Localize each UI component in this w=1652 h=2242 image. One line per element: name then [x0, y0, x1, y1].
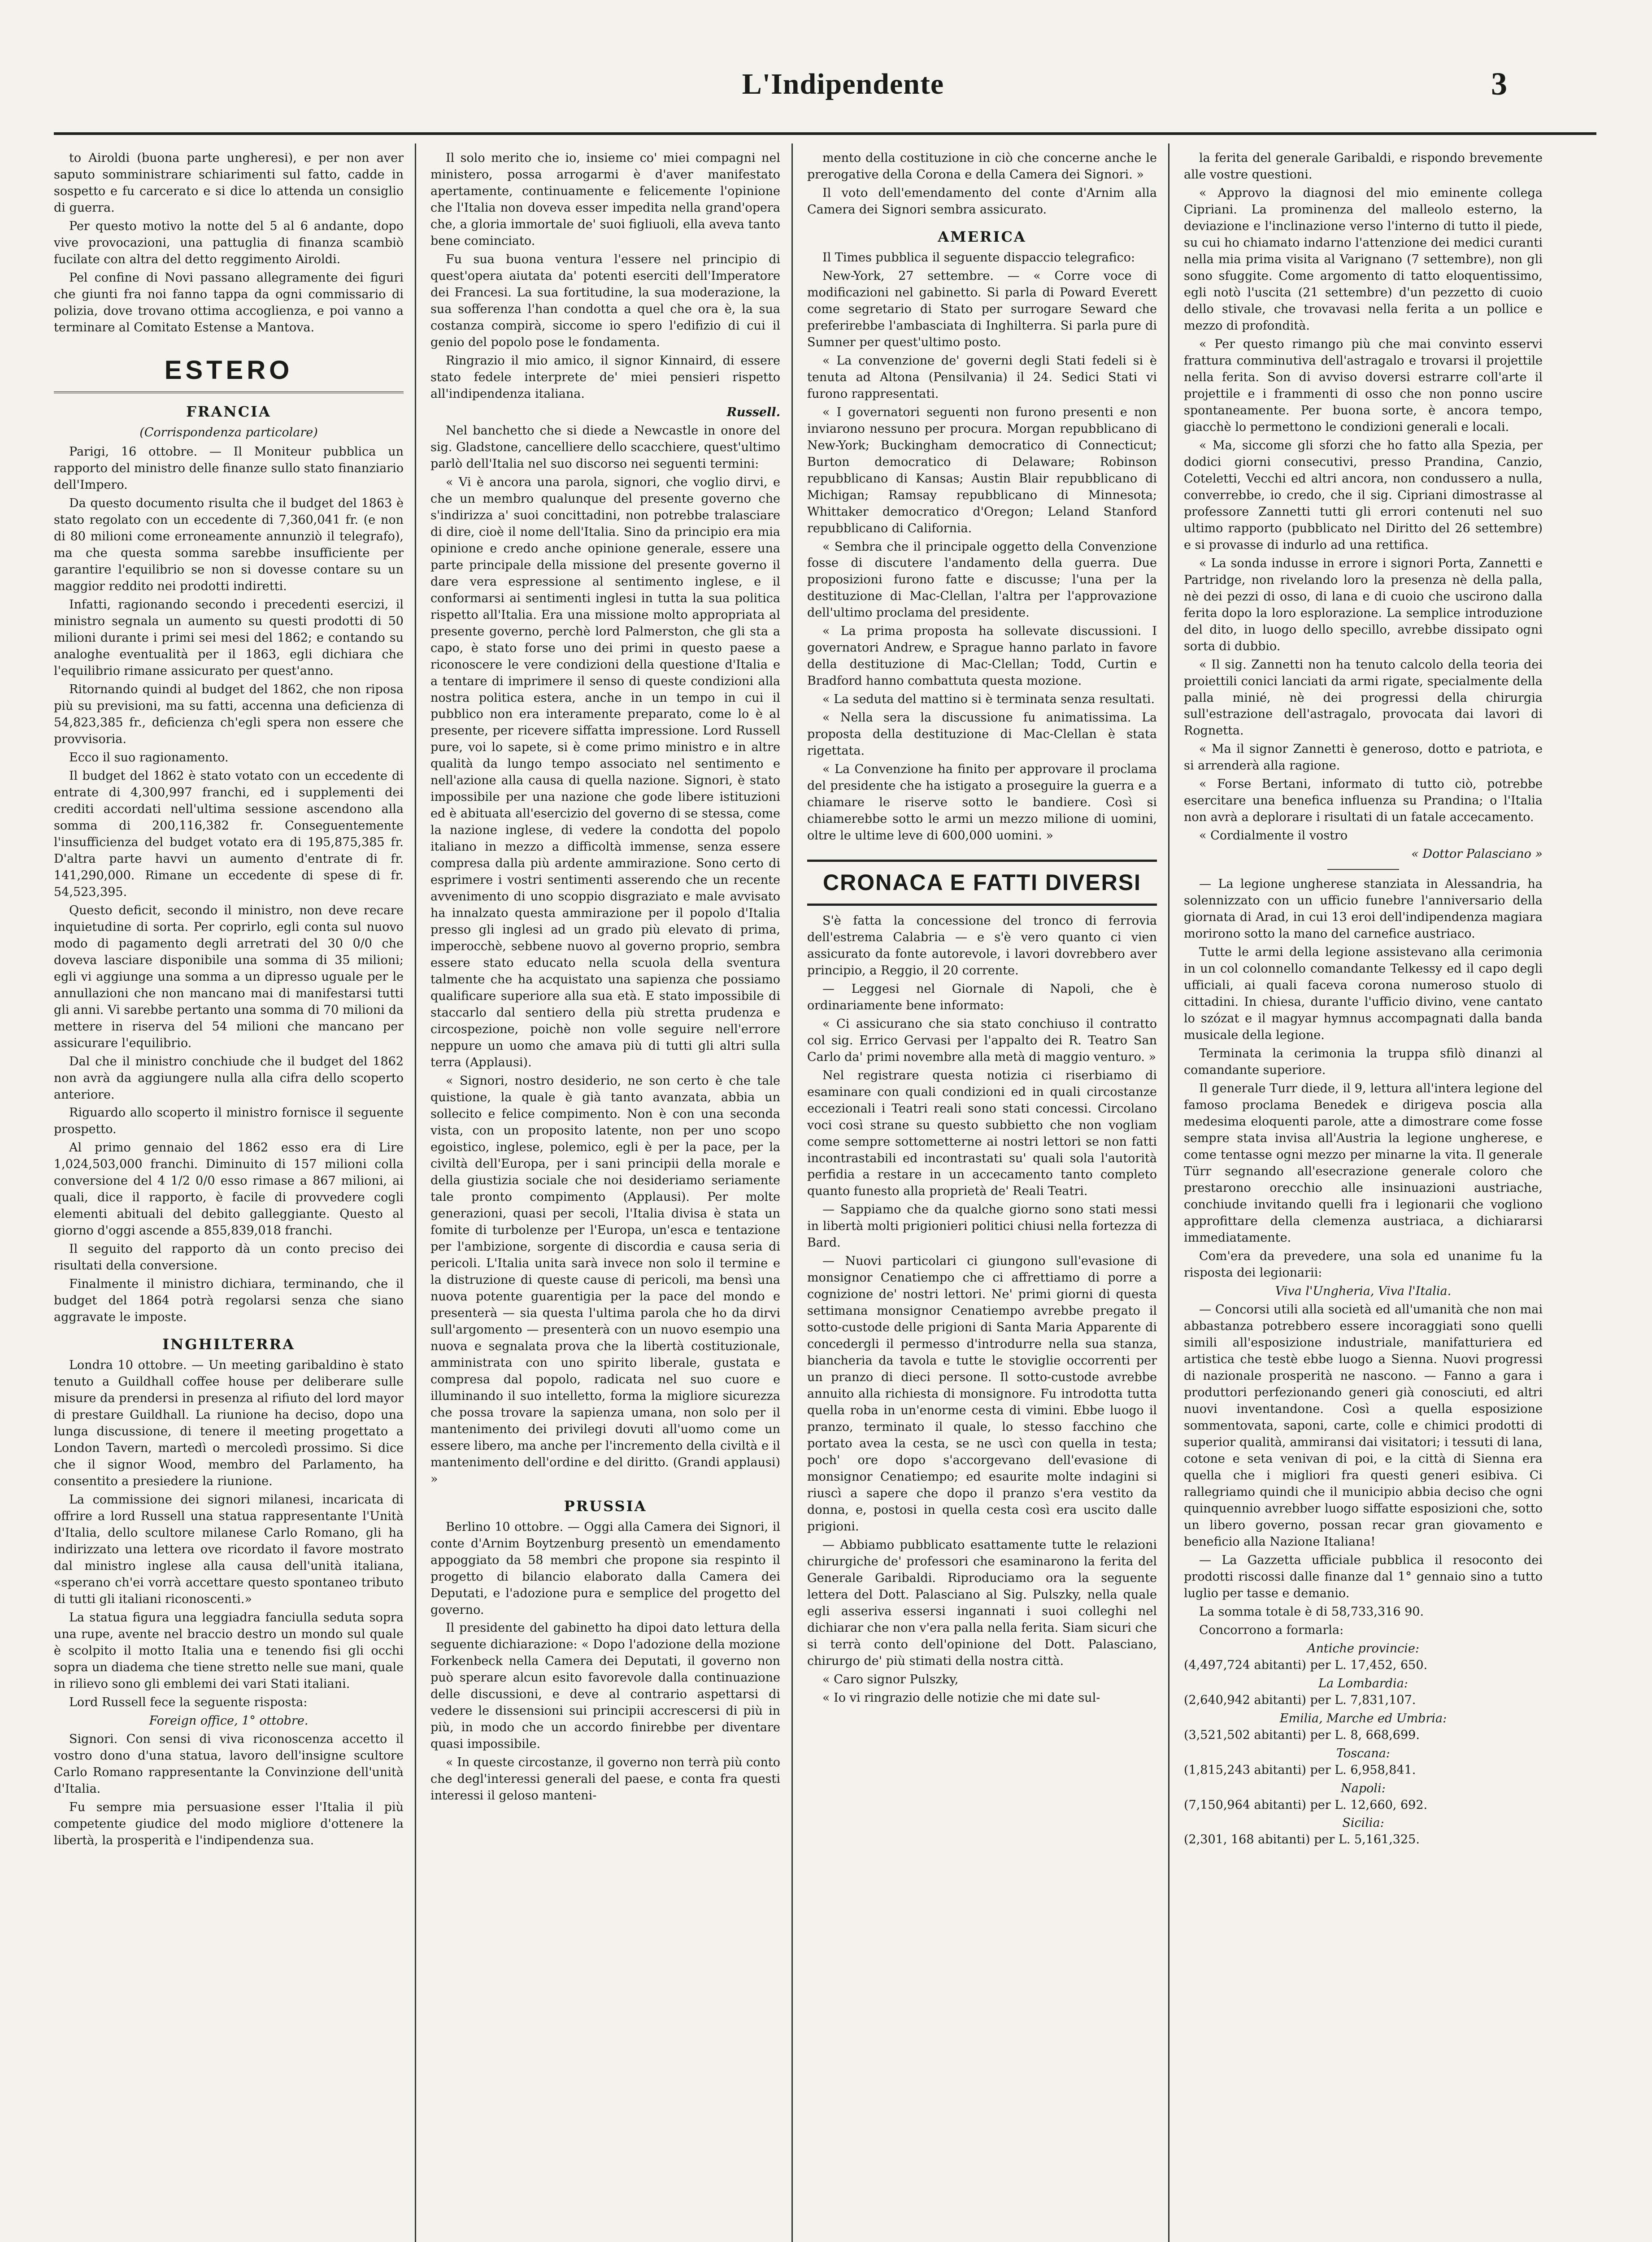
paragraph: Al primo gennaio del 1862 esso era di Lire 1,024,503,000 franchi. Diminuito di 157 milioni colla conversione del 4 1/2 0/0 esso rimase a 867 milioni, ai quali, dice il rapporto, è facile di provvedere cogli elementi abituali del debito galleggiante. Questo al giorno d'oggi ascende a 855,839,018 franchi. [54, 1141, 404, 1238]
motto-line: Viva l'Ungheria, Viva l'Italia. [1275, 1284, 1452, 1298]
column-rule [791, 143, 793, 2242]
paragraph: S'è fatta la concessione del tronco di ferrovia dell'estrema Calabria — e s'è vero quanto ci vien assicurato da fonte autorevole, i lavori dovrebbero aver principio, a Reggio, il 20 corrente. [807, 913, 1157, 978]
paragraph: Nel banchetto che si diede a Newcastle in onore del sig. Gladstone, cancelliere dello scacchiere, quest'ultimo parlò dell'Italia nel suo discorso nei seguenti termini: [430, 423, 780, 471]
paragraph: Riguardo allo scoperto il ministro fornisce il seguente prospetto. [54, 1106, 404, 1137]
column-2 [430, 150, 780, 2242]
page-number: 3 [1491, 66, 1507, 102]
paragraph: Berlino 10 ottobre. — Oggi alla Camera dei Signori, il conte d'Arnim Boytzenburg presentò un emendamento appoggiato da 58 membri che propone sia respinto il progetto di bilancio elaborato dalla Camera dei Deputati, e l'adozione pura e semplice del progetto del governo. [430, 1520, 780, 1617]
paragraph: « La sonda indusse in errore i signori Porta, Zannetti e Partridge, non rivelando loro la presenza nè della palla, nè dei pezzi di osso, di lana e di cuoio che uscirono dalla ferita dopo la loro esplorazione. La semplice introduzione del dito, in luogo dello specillo, avrebbe dissipato ogni sorta di dubbio. [1184, 556, 1543, 653]
revenue-stats [1184, 1641, 1543, 1849]
paragraph: Questo deficit, secondo il ministro, non deve recare inquietudine di sorta. Per coprirlo, egli conta sul nuovo modo di pagamento degli arretrati del 30 0/0 che doveva lasciare disponibile una somma di 35 milioni; egli vi aggiunge una somma a un dipresso uguale per le annullazioni che non mancano mai di manifestarsi tutti gli anni. Vi sarebbe pertanto una somma di 70 milioni da mettere in riserva del 54 milioni che mancano per assicurare l'equilibrio. [54, 903, 404, 1050]
paragraph: « La convenzione de' governi degli Stati fedeli si è tenuta ad Altona (Pensilvania) il 24. Sedici Stati vi furono rappresentati. [807, 353, 1157, 401]
paragraph: « I governatori seguenti non furono presenti e non inviarono nessuno per procura. Morgan repubblicano di New-York; Buckingham democratico di Connecticut; Burton democratico di Delaware; Robinson repubblicano di Kansas; Austin Blair repubblicano di Michigan; Ramsay repubblicano di Minnesota; Whittaker democratico d'Oregon; Leland Stanford repubblicano di California. [807, 405, 1157, 535]
paragraph: Nel registrare questa notizia ci riserbiamo di esaminare con quali condizioni ed in quali circostanze eccezionali i Teatri reali sono stati concessi. Circolano voci così strane su questo subbietto che non vogliam come sempre sottometterne ai nostri lettori se non fatti incontrastabili ed incontrastati su' quali sola l'autorità perfidia a restare in un accecamento tanto completo quanto funesto alla proprietà de' Reali Teatri. [807, 1068, 1157, 1199]
paragraph: Il voto dell'emendamento del conte d'Arnim alla Camera dei Signori sembra assicurato. [807, 186, 1157, 217]
paragraph: mento della costituzione in ciò che concerne anche le prerogative della Corona e della Camera dei Signori. » [807, 151, 1157, 182]
paragraph: Ecco il suo ragionamento. [69, 750, 229, 765]
subheading-prussia: PRUSSIA [564, 1497, 647, 1515]
paragraph: — Sappiamo che da qualche giorno sono stati messi in libertà molti prigionieri politici chiusi nella fortezza di Bard. [807, 1203, 1157, 1250]
paragraph: « In queste circostanze, il governo non terrà più conto che degl'interessi generali del paese, e conta fra questi interessi il geloso manteni- [430, 1755, 780, 1803]
paragraph: Infatti, ragionando secondo i precedenti esercizi, il ministro segnala un aumento su questi prodotti di 50 milioni durante i primi sei mesi del 1862; e contando su analoghe eventualità per il 1863, egli dichiara che l'equilibrio rimane assicurato per quest'anno. [54, 597, 404, 678]
paragraph: Parigi, 16 ottobre. — Il Moniteur pubblica un rapporto del ministro delle finanze sullo stato finanziario dell'Impero. [54, 445, 404, 492]
stat-region: Sicilia: [1342, 1816, 1384, 1830]
paragraph: Ringrazio il mio amico, il signor Kinnaird, di essere stato fedele interprete de' miei pensieri rispetto all'indipendenza italiana. [430, 353, 780, 401]
paragraph: « Nella sera la discussione fu animatissima. La proposta della destituzione di Mac-Clellan è stata rigettata. [807, 711, 1157, 758]
paragraph: Il seguito del rapporto dà un conto preciso dei risultati della conversione. [54, 1242, 404, 1273]
paragraph: « Ci assicurano che sia stato conchiuso il contratto col sig. Errico Gervasi per l'appalto dei R. Teatro San Carlo da' primi novembre alla metà di maggio venturo. » [807, 1017, 1157, 1064]
paragraph: Ritornando quindi al budget del 1862, che non riposa più su previsioni, ma su fatti, accenna una deficienza di 54,823,385 fr., deficienza ch'egli spera non essere che provvisoria. [54, 682, 404, 746]
paragraph: « Ma, siccome gli sforzi che ho fatto alla Spezia, per dodici giorni consecutivi, presso Prandina, Canzio, Coteletti, Vecchi ed altri ancora, non condussero a nulla, converrebbe, io credo, che il sig. Cipriani dimostrasse al professore Zannetti tutti gli errori contenuti nel suo ultimo rapporto (pubblicato nel Diritto del 26 settembre) e si provasse di indurlo ad una rettifica. [1184, 438, 1543, 552]
column-3 [807, 150, 1157, 2242]
signature: Russell. [726, 405, 780, 419]
paragraph: « Vi è ancora una parola, signori, che voglio dirvi, e che un membro qualunque del presente governo che s'indirizza a' suoi concittadini, non potrebbe tralasciare di dire, cioè il nome dell'Italia. Sino da principio era mia opinione e credo anche opinione generale, essere una parte principale della missione del presente governo il dare vera espressione al sentimento inglese, e il conformarsi ai sentimenti inglesi in tutta la sua politica rispetto all'Italia. Era una missione molto appropriata al presente governo, perchè lord Palmerston, che gli sta a capo, è stato forse uno dei primi in questo paese a riconoscere le vere condizioni della questione d'Italia e a tentare di imprimere il senso di queste condizioni alla nostra politica estera, anche in un tempo in cui il pubblico non era interamente preparato, come lo è al presente, per ricevere siffatta impressione. Lord Russell pure, voi lo sapete, si è come primo ministro e in altre qualità da lungo tempo associato nel sentimento e nell'azione alla causa di quella nazione. Signori, è stato impossibile per una nazione che gode libere istituzioni ed è abituata all'esercizio del governo di se stessa, come la nazione inglese, di vedere la condotta del popolo italiano in mezzo a difficoltà immense, senza essere compresa dalla più ardente ammirazione. Sono certo di esprimere i vostri sentimenti asserendo che un recente avvenimento di uno scoppio disgraziato e male avvisato ha innalzato questa ammirazione per il popolo d'Italia presso gli inglesi ad un grado più elevato di prima, imperocchè, sebbene nuovo al governo proprio, sembra essere stato educato nella scuola della sventura talmente che ha acquistato una sapienza che possiamo qualificare superiore alla sua età. E stato impossibile di staccarlo dal sentiero della più stretta prudenza e circospezione, poichè non volle seguire nell'errore neppure un uomo che amava più di tutti gli altri sulla terra (Applausi). [430, 475, 780, 1070]
paragraph: « Approvo la diagnosi del mio eminente collega Cipriani. La prominenza del malleolo esterno, la deviazione e l'inclinazione verso l'interno di tutto il piede, su cui ho chiamato indarno l'attenzione dei medici curanti nella mia prima visita al Varignano (7 settembre), non gli sono sfuggite. Come argomento di tatto eloquentissimo, egli notò l'uscita (21 settembre) d'un pezzetto di cuoio dello stivale, che trovavasi nella ferita a un pollice e mezzo di profondità. [1184, 186, 1543, 333]
subheading-america: AMERICA [938, 228, 1026, 245]
paragraph: « La seduta del mattino si è terminata senza resultati. [822, 692, 1155, 707]
paragraph: Da questo documento risulta che il budget del 1863 è stato regolato con un eccedente di 7,360,041 fr. (e non di 80 milioni come erroneamente annunziò il telegrafo), ma che questa somma sarebbe insufficiente per garantire l'equilibrio se non si dovesse contare su un maggior reddito nei prodotti indiretti. [54, 496, 404, 593]
section-heading-estero: ESTERO [54, 352, 404, 393]
paragraph: — La Gazzetta ufficiale pubblica il resoconto dei prodotti riscossi dalle finanze dal 1° gennaio sino a tutto luglio per tasse e demanio. [1184, 1553, 1543, 1600]
stat-value: (2,301, 168 abitanti) per L. 5,161,325. [1184, 1833, 1420, 1847]
paragraph: Il budget del 1862 è stato votato con un eccedente di entrate di 4,300,997 franchi, ed i supplementi dei crediti accordati nell'ultima sessione ascendono alla somma di 200,116,382 fr. Conseguentemente l'insufficienza del budget votato era di 195,875,385 fr. D'altra parte havvi un aumento d'entrate di fr. 141,290,000. Rimane un eccedente di spese di fr. 54,523,395. [54, 769, 404, 899]
paragraph: — Concorsi utili alla società ed all'umanità che non mai abbastanza potrebbero essere incoraggiati sono quelli simili all'esposizione industriale, manifatturiera ed artistica che testè ebbe luogo a Sienna. Nuovi progressi di nazionale prosperità ne nascono. — Fanno a gara i produttori perfezionando generi già conosciuti, ed altri nuovi inventandone. Così a quella esposizione sommentovata, saponi, carte, colle e chimici prodotti di superior qualità, ammiransi dai visitatori; i tessuti di lana, cotone e seta venivan di poi, e la città di Sienna era quella che i migliori fra questi generi esibiva. Ci rallegriamo quindi che il municipio abbia deciso che ogni quinquennio avrebber luogo siffatte esposizioni che, sotto un libero governo, possan recar gran giovamento e beneficio alla Nazione Italiana! [1184, 1302, 1543, 1549]
paragraph: « Cordialmente il vostro [1199, 829, 1348, 843]
paragraph: « La prima proposta ha sollevate discussioni. I governatori Andrew, e Sprague hanno parlato in favore della destituzione di Mac-Clellan; Todd, Curtin e Bradford hanno combattuta questa mozione. [807, 624, 1157, 688]
masthead-title: L'Indipendente [742, 68, 944, 100]
paragraph: Il presidente del gabinetto ha dipoi dato lettura della seguente dichiarazione: « Dopo l'adozione della mozione Forkenbeck nella Camera dei Deputati, il governo non può sperare alcun esito favorevole dalla continuazione delle discussioni, e deve al contrario aspettarsi di vedere le dissensioni sui principii accrescersi di più in più, in modo che un accordo finirebbe per diventare quasi impossibile. [430, 1621, 780, 1751]
paragraph: « Sembra che il principale oggetto della Convenzione fosse di discutere l'andamento della guerra. Due proposizioni furono fatte e discusse; l'una per la destituzione di Mac-Clellan, l'altra per l'approvazione dell'ultimo proclama del presidente. [807, 539, 1157, 620]
paragraph: La commissione dei signori milanesi, incaricata di offrire a lord Russell una statua rappresentante l'Unità d'Italia, dello scultore milanese Carlo Romano, gli ha indirizzato una lettera ove ricordato il favore mostrato dal ministro inglese alla causa dell'unità italiana, «sperano ch'ei vorrà accettare questo spontaneo tributo di tutti gli italiani riconoscenti.» [54, 1492, 404, 1606]
letter-dateline: Foreign office, 1° ottobre. [149, 1713, 309, 1728]
paragraph: — Nuovi particolari ci giungono sull'evasione di monsignor Cenatiempo che ci affrettiamo di porre a cognizione de' nostri lettori. Ne' primi giorni di questa settimana monsignor Cenatiempo avrebbe pregato il sotto-custode delle prigioni di Santa Maria Apparente di concedergli il permesso d'introdurre nella sua stanza, biancheria da tavola e tutte le stoviglie occorrenti per un pranzo di dieci persone. Il sotto-custode avrebbe annuito alla richiesta di monsignore. Fu introdotta tutta quella roba in un'enorme cesta di vimini. Ebbe luogo il pranzo, terminato il quale, lo stesso facchino che portato avea la cesta, se ne uscì con quella in testa; poch' ore dopo s'accorgevano dell'evasione di monsignor Cenatiempo; ed esaurite molte indagini si riuscì a sapere che dopo il pranzo s'era vestito da donna, e, postosi in quella cesta così era uscito dalle prigioni. [807, 1254, 1157, 1534]
signature: « Dottor Palasciano » [1411, 847, 1543, 861]
paragraph: « Per questo rimango più che mai convinto esservi frattura comminutiva dell'astragalo e trovarsi il projettile nella ferita. Son di avviso doversi estrarre coll'arte il projettile e i frammenti di osso che non ponno uscire spontaneamente. Per buona sorte, è ancora tempo, giacchè lo permettono le condizioni generali e locali. [1184, 337, 1543, 434]
separator-rule [1327, 869, 1399, 870]
paragraph: « Ma il signor Zannetti è generoso, dotto e patriota, e si arrenderà alla ragione. [1184, 742, 1543, 773]
paragraph: Il solo merito che io, insieme co' miei compagni nel ministero, possa arrogarmi è d'aver manifestato apertamente, continuamente e felicemente l'opinione che l'Italia non doveva esser impedita nella grand'opera che, a gloria immortale de' suoi figliuoli, ella aveva tanto bene cominciato. [430, 151, 780, 248]
paragraph: — La legione ungherese stanziata in Alessandria, ha solennizzato con un ufficio funebre l'anniversario della giornata di Arad, in cui 13 eroi dell'indipendenza magiara morirono sotto la mano del carnefice austriaco. [1184, 877, 1543, 941]
paragraph: — Leggesi nel Giornale di Napoli, che è ordinariamente bene informato: [807, 982, 1157, 1012]
subheading-francia: FRANCIA [186, 403, 271, 421]
column-4 [1184, 150, 1543, 2242]
paragraph: La statua figura una leggiadra fanciulla seduta sopra una rupe, avente nel braccio destro un mondo sul quale è scolpito il motto Italia una e tenendo fisi gli occhi sopra un diadema che tiene stretto nelle sue mani, quale in rilievo sono gli emblemi dei vari Stati italiani. [54, 1610, 404, 1691]
stat-value: (1,815,243 abitanti) per L. 6,958,841. [1184, 1763, 1416, 1777]
paragraph: Fu sua buona ventura l'essere nel principio di quest'opera aiutata da' potenti eserciti dell'Imperatore dei Francesi. La sua fortitudine, la sua moderazione, la sua sofferenza l'han condotta a quel che ora è, la sua costanza compirà, siccome io spero l'edifizio di cui il genio del popolo pose le fondamenta. [430, 252, 780, 349]
stat-value: (7,150,964 abitanti) per L. 12,660, 692. [1184, 1798, 1428, 1812]
stat-region: Toscana: [1336, 1746, 1390, 1760]
column-1 [54, 150, 404, 2242]
paragraph: Signori. Con sensi di viva riconoscenza accetto il vostro dono d'una statua, lavoro dell'insigne scultore Carlo Romano rappresentante la Convinzione dell'unità d'Italia. [54, 1732, 404, 1796]
stat-region: Antiche provincie: [1307, 1641, 1419, 1655]
paragraph: « Io vi ringrazio delle notizie che mi date sul- [822, 1691, 1100, 1705]
paragraph: « Il sig. Zannetti non ha tenuto calcolo della teoria dei proiettili conici lanciati da armi rigate, specialmente della palla minié, nè dei progressi della chirurgia sull'estrazione dell'astragalo, provocata dai lavori di Rognetta. [1184, 657, 1543, 738]
paragraph: Dal che il ministro conchiude che il budget del 1862 non avrà da aggiungere nulla alla cifra dello scoperto anteriore. [54, 1054, 404, 1102]
stat-value: (4,497,724 abitanti) per L. 17,452, 650. [1184, 1658, 1428, 1672]
paragraph: Per questo motivo la notte del 5 al 6 andante, dopo vive provocazioni, una pattuglia di finanza scambiò fucilate con altra del detto reggimento Airoldi. [54, 219, 404, 266]
correspondence-note: (Corrispondenza particolare) [139, 426, 318, 440]
paragraph: Lord Russell fece la seguente risposta: [69, 1695, 308, 1709]
paragraph: Il Times pubblica il seguente dispaccio telegrafico: [822, 250, 1135, 265]
paragraph: la ferita del generale Garibaldi, e rispondo brevemente alle vostre questioni. [1184, 151, 1543, 182]
paragraph: to Airoldi (buona parte ungheresi), e per non aver saputo somministrare schiarimenti sul fatto, cadde in sospetto e fu carcerato e si dice lo attenda un consiglio di guerra. [54, 151, 404, 215]
paragraph: — Abbiamo pubblicato esattamente tutte le relazioni chirurgiche de' professori che esaminarono la ferita del Generale Garibaldi. Riproduciamo ora la seguente lettera del Dott. Palasciano al Sig. Pulszky, nella quale egli asseriva essersi ingannati i suoi colleghi nel dichiarar che non v'era palla nella ferita. Siam sicuri che si terrà conto dell'opinione del Dott. Palasciano, chirurgo de' più stimati della nostra città. [807, 1538, 1157, 1668]
paragraph: La somma totale è di 58,733,316 90. [1199, 1604, 1424, 1619]
paragraph: « Caro signor Pulszky, [822, 1673, 959, 1687]
header-rule [54, 132, 1596, 135]
stat-value: (2,640,942 abitanti) per L. 7,831,107. [1184, 1693, 1416, 1707]
column-rule [415, 143, 416, 2242]
paragraph: New-York, 27 settembre. — « Corre voce di modificazioni nel gabinetto. Si parla di Poward Everett come segretario di Stato per surrogare Seward che preferirebbe l'ambasciata di Inghilterra. Si parla pure di Sumner per quest'ultimo posto. [807, 269, 1157, 349]
paragraph: Tutte le armi della legione assistevano alla cerimonia in un col colonnello comandante Telkessy ed il capo degli ufficiali, ai quali faceva corona numeroso stuolo di cittadini. In chiesa, durante l'ufficio divino, vene cantato lo szózat e il magyar hymnus accompagnati dalla banda musicale della legione. [1184, 945, 1543, 1043]
paragraph: Londra 10 ottobre. — Un meeting garibaldino è stato tenuto a Guildhall coffee house per deliberare sulle misure da prendersi in presenza al rifiuto del lord mayor di prestare Guildhall. La riunione ha deciso, dopo una lunga discussione, di tenere il meeting progettato a London Tavern, martedì o mercoledì prossimo. Si dice che il signor Wood, membro del Parlamento, ha consentito a presiedere la riunione. [54, 1358, 404, 1488]
subheading-inghilterra: INGHILTERRA [162, 1336, 295, 1353]
stat-region: La Lombardia: [1318, 1676, 1408, 1690]
paragraph: Il generale Turr diede, il 9, lettura all'intera legione del famoso proclama Benedek e dirigeva poscia alla medesima eloquenti parole, atte a dimostrare come fosse sempre stata invisa all'Austria la legione ungherese, e come tentasse ogni mezzo per minarne la vita. Il generale Türr segnando all'esecrazione generale coloro che prestarono orecchio alle insinuazioni austriache, conchiude invitando quelli fra i legionarii che vogliono approfittare della clemenza austriaca, a dichiararsi immediatamente. [1184, 1082, 1543, 1245]
paragraph: Com'era da prevedere, una sola ed unanime fu la risposta dei legionarii: [1184, 1249, 1543, 1280]
section-heading-cronaca: CRONACA E FATTI DIVERSI [807, 860, 1157, 906]
paragraph: Finalmente il ministro dichiara, terminando, che il budget del 1864 potrà regolarsi senza che siano aggravate le imposte. [54, 1277, 404, 1325]
stat-region: Napoli: [1341, 1781, 1386, 1795]
paragraph: Fu sempre mia persuasione esser l'Italia il più competente giudice del modo migliore d'ottenere la libertà, la prosperità e l'indipendenza sua. [54, 1800, 404, 1847]
paragraph: « Signori, nostro desiderio, ne son certo è che tale quistione, la quale è già tanto avanzata, abbia un sollecito e felice compimento. Non è con una seconda vista, con un proposito latente, non per uno scopo egoistico, inglese, polemico, egli è per la pace, per la civiltà dell'Europa, per i sani principii della morale e della giustizia sociale che noi desideriamo seriamente tale pronto compimento (Applausi). Per molte generazioni, quasi per secoli, l'Italia divisa è stata un fomite di turbolenze per l'Europa, un'esca e tentazione per l'ambizione, sorgente di discordia e causa seria di pericoli. L'Italia unita sarà invece non solo il termine e la distruzione di queste cause di pericoli, ma bensì una nuova potente guarentigia per la pace del mondo e presenterà — sia questa l'ultima parola che ho da dirvi sull'argomento — presenterà con un nuovo esempio una nuova e segnalata prova che la libertà costituzionale, amministrata con uno spirito liberale, gustata e compresa dal popolo, radicata nel suo cuore e illuminando il suo intelletto, forma la migliore sicurezza che possa trovare la sapienza umana, non solo per il mantenimento dei privilegi dovuti all'uomo come un essere libero, ma anche per l'incremento della civiltà e il mantenimento dell'ordine e del diritto. (Grandi applausi) » [430, 1074, 780, 1486]
paragraph: Concorrono a formarla: [1199, 1623, 1344, 1637]
stat-value: (3,521,502 abitanti) per L. 8, 668,699. [1184, 1728, 1420, 1742]
paragraph: Pel confine di Novi passano allegramente dei figuri che giunti fra noi fanno tappa da ogni commissario di polizia, dove trovano ottima accoglienza, e poi vanno a terminare al Comitato Estense a Mantova. [54, 270, 404, 335]
paragraph: « La Convenzione ha finito per approvare il proclama del presidente che ha istigato a proseguire la guerra e a chiamare le riserve sotto le bandiere. Così si chiamerebbe sotto le armi un mezzo milione di uomini, oltre le ultime leve di 600,000 uomini. » [807, 762, 1157, 843]
paragraph: Terminata la cerimonia la truppa sfilò dinanzi al comandante superiore. [1184, 1047, 1543, 1078]
stat-region: Emilia, Marche ed Umbria: [1279, 1711, 1447, 1725]
column-rule [1168, 143, 1169, 2242]
paragraph: « Forse Bertani, informato di tutto ciò, potrebbe esercitare una benefica influenza su Prandina; o l'Italia non avrà a deplorare i risultati di un fatale accecamento. [1184, 777, 1543, 825]
